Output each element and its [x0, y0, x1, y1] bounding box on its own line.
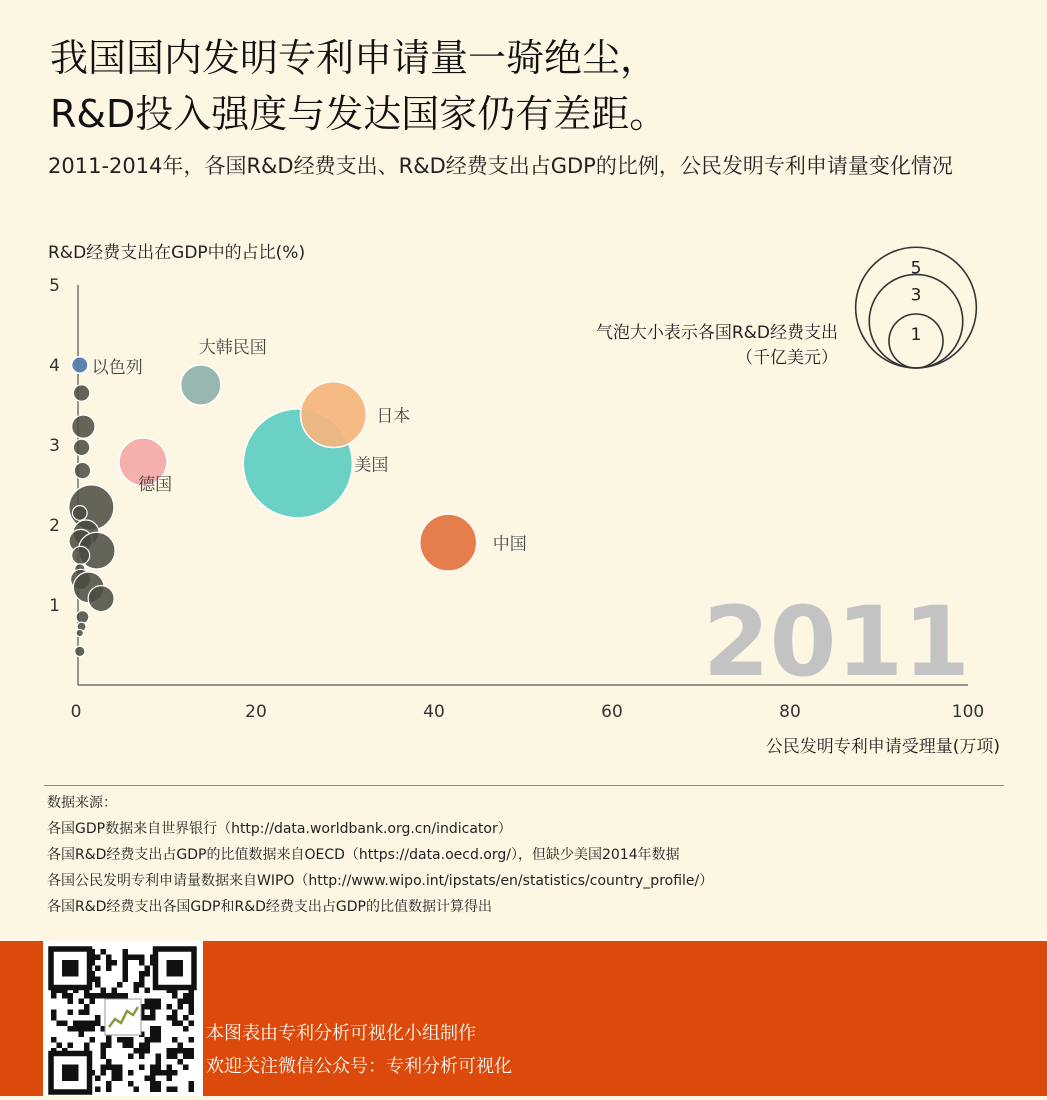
footer-line-1: 本图表由专利分析可视化小组制作	[206, 1023, 476, 1044]
legend-text-line-1: 气泡大小表示各国R&D经费支出	[595, 323, 838, 343]
page-title	[50, 30, 667, 142]
source-line-4: 各国R&D经费支出各国GDP和R&D经费支出占GDP的比值数据计算得出	[47, 899, 492, 915]
bubble-point	[76, 629, 83, 636]
bubble-point	[76, 611, 89, 624]
y-tick-label: 4	[49, 356, 60, 376]
sources-heading: 数据来源：	[47, 795, 117, 811]
x-tick-label: 0	[70, 702, 82, 722]
x-tick-label: 100	[951, 702, 985, 722]
bubble-label: 以色列	[91, 358, 143, 378]
title-line-2: R&D投入强度与发达国家仍有差距。	[50, 92, 668, 136]
bubble-point	[72, 357, 88, 373]
x-tick-label: 40	[423, 702, 445, 722]
x-axis-label: 公民发明专利申请受理量(万项)	[765, 737, 1000, 757]
divider	[44, 785, 1004, 786]
bubble-point	[88, 586, 114, 612]
sources-block	[47, 790, 713, 920]
bubble-point	[301, 382, 367, 448]
subtitle: 2011-2014年，各国R&D经费支出、R&D经费支出占GDP的比例，公民发明专利申请量变化情况	[48, 154, 953, 178]
source-line-3: 各国公民发明专利申请量数据来自WIPO（http://www.wipo.int/ipstats/en/statistics/country_profile/）	[47, 873, 714, 889]
x-tick-label: 20	[245, 702, 267, 722]
footer-banner	[0, 941, 1047, 1096]
labeled-country-bubbles	[72, 357, 477, 571]
x-ticks	[71, 702, 985, 722]
legend-size-label: 3	[910, 285, 922, 306]
title-line-1: 我国国内发明专利申请量一骑绝尘，	[50, 36, 659, 80]
bubble-point	[75, 646, 85, 656]
bubble-point	[72, 506, 87, 521]
size-legend	[596, 247, 977, 368]
source-line-2: 各国R&D经费支出占GDP的比值数据来自OECD（https://data.oecd.org/），但缺少美国2014年数据	[47, 847, 680, 863]
bubble-point	[74, 462, 90, 478]
qr-code[interactable]	[43, 941, 203, 1096]
y-ticks	[49, 276, 60, 616]
bubble-point	[420, 514, 477, 571]
other-country-bubbles	[69, 385, 115, 657]
footer-text	[206, 1017, 512, 1083]
x-tick-label: 60	[601, 702, 623, 722]
footer-line-2: 欢迎关注微信公众号：专利分析可视化	[206, 1056, 512, 1077]
y-tick-label: 5	[49, 276, 60, 296]
legend-circles	[856, 247, 977, 368]
bubble-label: 大韩民国	[198, 337, 267, 358]
bubble-label: 中国	[492, 534, 527, 555]
y-tick-label: 3	[49, 436, 60, 456]
bubble-label: 日本	[376, 406, 411, 427]
legend-size-label: 1	[910, 325, 922, 345]
source-line-1: 各国GDP数据来自世界银行（http://data.worldbank.org.cn/indicator）	[47, 821, 512, 837]
y-tick-label: 2	[49, 516, 60, 536]
year-label: 2011	[702, 586, 970, 698]
y-axis-label: R&D经费支出在GDP中的占比(%)	[48, 243, 306, 263]
bubble-point	[181, 365, 221, 405]
bubble-point	[72, 546, 90, 564]
legend-size-label: 5	[910, 258, 922, 279]
qr-code-image	[43, 941, 203, 1096]
x-tick-label: 80	[779, 702, 801, 722]
bubble-chart	[0, 230, 1047, 770]
y-tick-label: 1	[49, 596, 60, 616]
bubble-label: 美国	[354, 455, 389, 476]
bubble-label: 德国	[138, 474, 173, 495]
legend-text-line-2: （千亿美元）	[736, 348, 838, 368]
bubble-point	[73, 385, 89, 401]
bubble-point	[73, 439, 89, 455]
bubble-point	[72, 415, 95, 438]
